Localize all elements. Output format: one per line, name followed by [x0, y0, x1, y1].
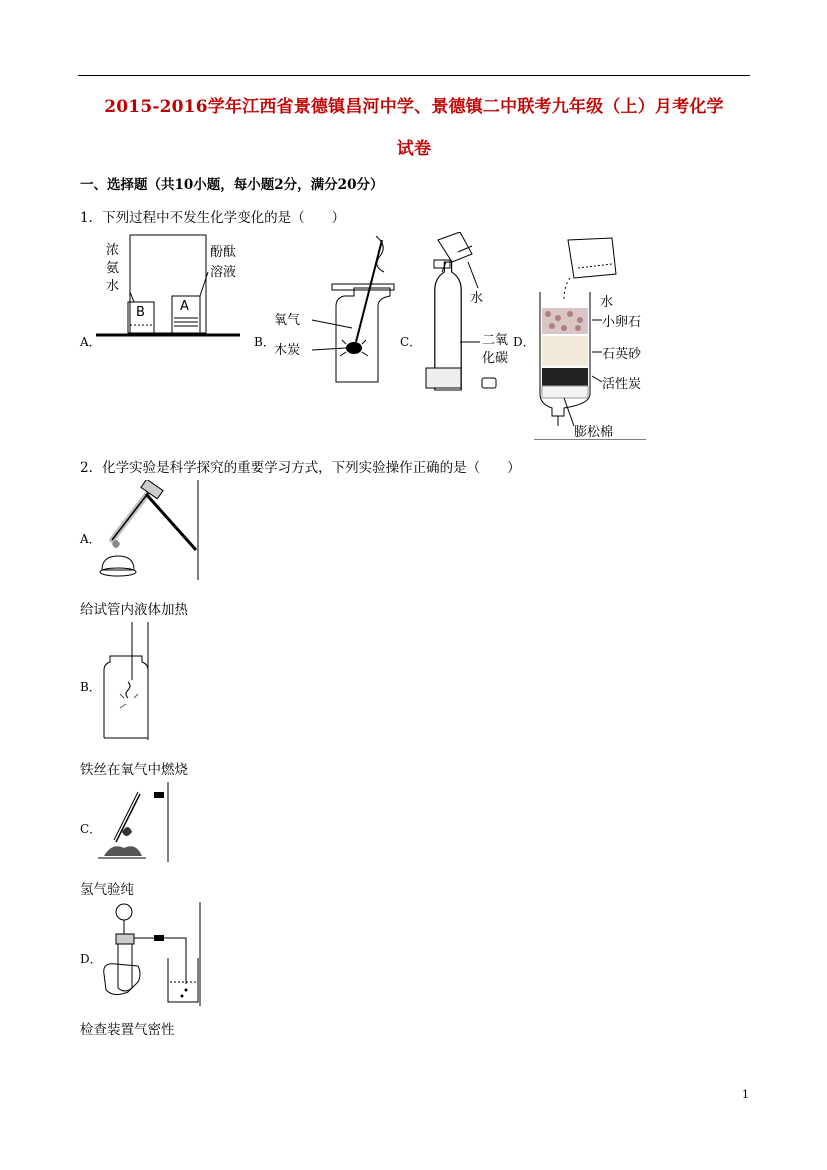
question-2-stem: 2．化学实验是科学探究的重要学习方式，下列实验操作正确的是（ ）: [80, 460, 521, 476]
q1-b-label-oxygen: 氧气: [274, 313, 301, 328]
q2-option-a-figure: [98, 480, 200, 580]
q1-b-label-charcoal: 木炭: [274, 343, 301, 358]
header-rule: [78, 75, 750, 76]
q2-option-a-caption: 给试管内液体加热: [80, 602, 188, 618]
q2-option-b-caption: 铁丝在氧气中燃烧: [80, 762, 188, 778]
q1-option-a-letter: A．: [80, 335, 101, 349]
q1-c-label-co2-2: 化碳: [482, 351, 509, 366]
q1-option-c-figure: [418, 232, 518, 392]
q1-a-label-rongye: 溶液: [210, 265, 237, 280]
q1-a-label-an: 氨: [106, 261, 120, 276]
q1-option-c-letter: C．: [400, 335, 422, 349]
q1-option-b-letter: B．: [254, 335, 275, 349]
question-1-stem: 1．下列过程中不发生化学变化的是（ ）: [80, 210, 346, 226]
q2-option-d-caption: 检查装置气密性: [80, 1022, 175, 1038]
q1-a-beaker-b: B: [136, 305, 145, 320]
page-title-line1: 2015-2016学年江西省景德镇昌河中学、景德镇二中联考九年级（上）月考化学: [104, 97, 724, 117]
q1-c-label-water: 水: [470, 291, 484, 306]
q1-d-label-pebbles: 小卵石: [602, 315, 642, 330]
q1-a-beaker-a: A: [180, 299, 189, 314]
q1-d-label-quartz-sand: 石英砂: [602, 347, 642, 362]
q1-option-a-figure: [96, 232, 246, 342]
q1-a-label-nong: 浓: [106, 243, 120, 258]
page-number: 1: [742, 1088, 749, 1101]
q1-d-label-activated-carbon: 活性炭: [602, 377, 642, 392]
q2-option-c-caption: 氢气验纯: [80, 882, 134, 898]
q2-option-b-letter: B．: [80, 680, 101, 694]
q2-option-d-letter: D．: [80, 952, 102, 966]
q1-d-label-water: 水: [600, 295, 614, 310]
section-heading: 一、选择题（共10小题，每小题2分，满分20分）: [80, 177, 384, 193]
q1-c-label-co2-1: 二氧: [482, 333, 509, 348]
q2-option-c-letter: C．: [80, 822, 102, 836]
q2-option-a-letter: A．: [80, 532, 101, 546]
q1-option-d-letter: D．: [513, 335, 535, 349]
page-title-line2: 试卷: [396, 139, 432, 159]
q2-option-c-figure: [98, 782, 170, 862]
q1-a-label-shui: 水: [106, 279, 120, 294]
q1-d-label-cotton: 膨松棉: [574, 425, 614, 440]
q1-option-b-figure: [270, 232, 395, 384]
q1-option-d-figure: [534, 230, 646, 440]
q2-option-d-figure: [98, 902, 202, 1006]
q1-a-label-fentai: 酚酞: [210, 245, 237, 260]
q2-option-b-figure: [98, 622, 150, 740]
